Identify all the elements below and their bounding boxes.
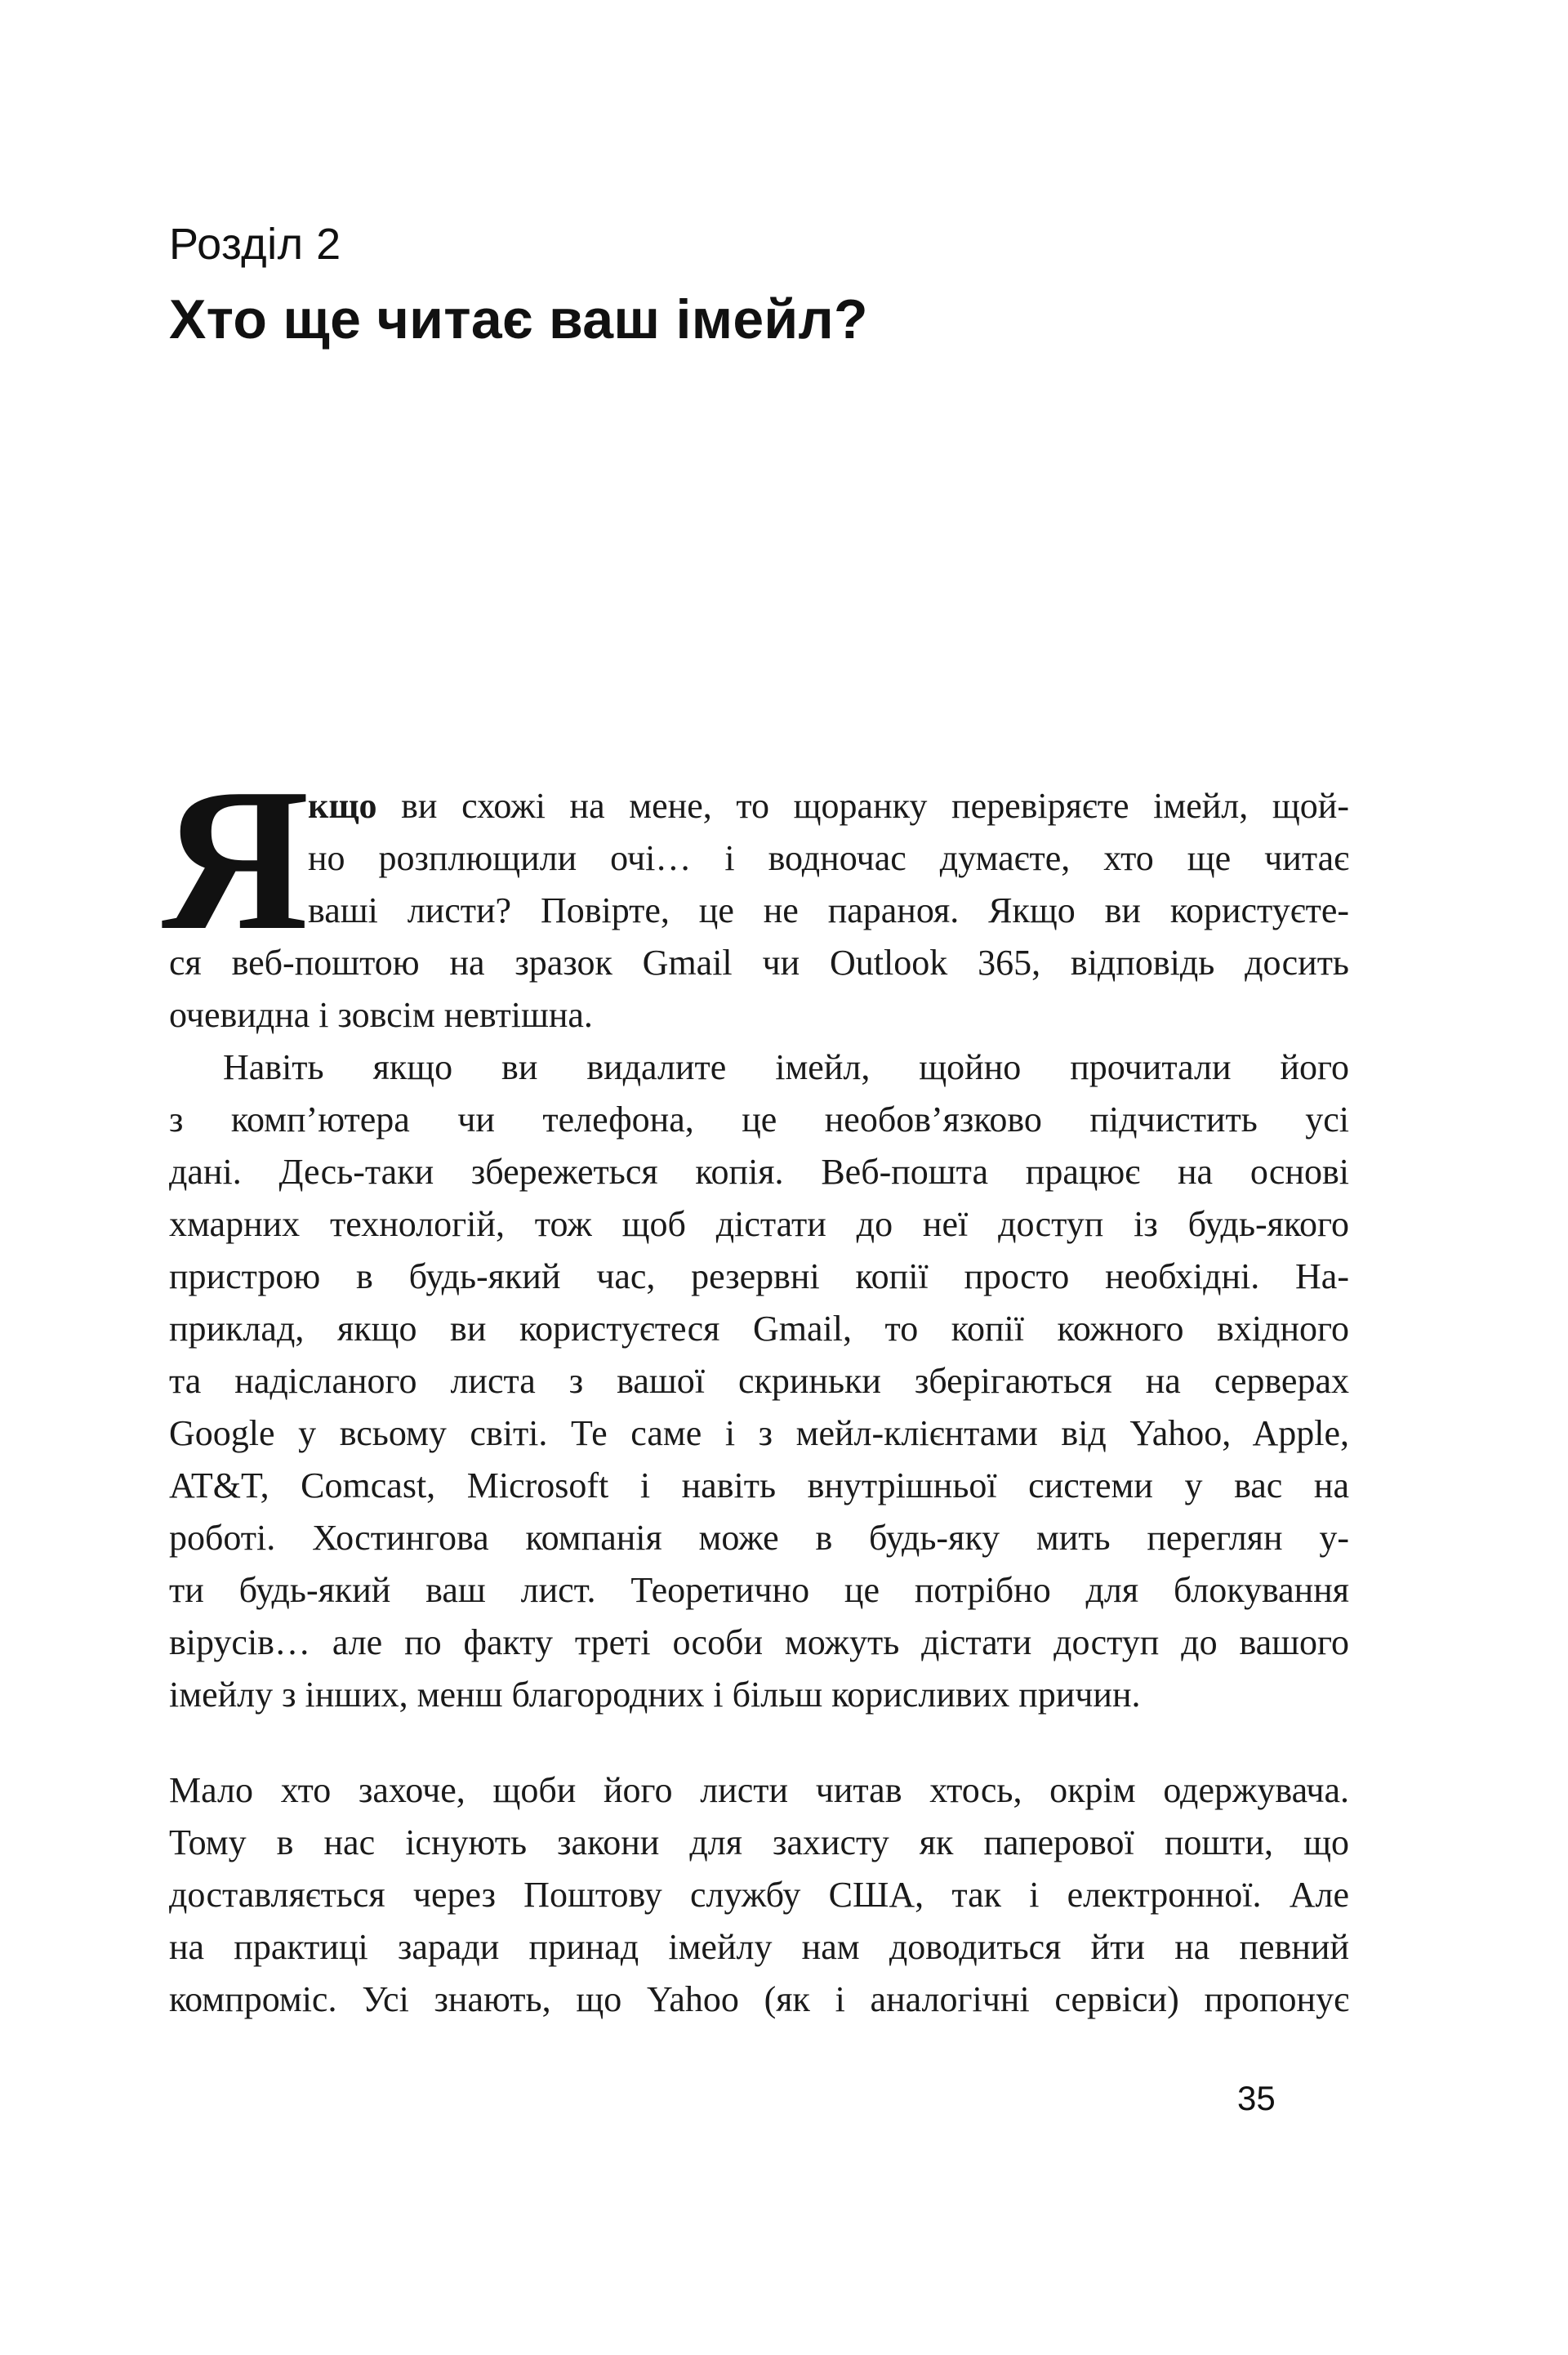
intro-paragraph [169,780,1349,1041]
paragraph-line: хмарних технологій, тож щоб дістати до неї доступ із будь-якого [169,1204,1349,1244]
chapter-title: Хто ще читає ваш імейл? [169,288,868,350]
paragraph-line: пристрою в будь-який час, резервні копії просто необхідні. На- [169,1256,1349,1296]
intro-line: очевидна і зовсім невтішна. [169,995,593,1035]
paragraph-line: дані. Десь-таки збережеться копія. Веб-пошта працює на основі [169,1152,1349,1192]
body-paragraph-2 [169,1041,1349,1721]
paragraph-line: імейлу з інших, менш благородних і більш корисливих причин. [169,1675,1141,1715]
paragraph-line: AT&T, Comcast, Microsoft і навіть внутрішньої системи у вас на [169,1465,1349,1505]
intro-line: кщо ви схожі на мене, то щоранку перевіряєте імейл, щой- [308,786,1349,826]
paragraph-line: доставляється через Поштову службу США, так і електронної. Але [169,1875,1349,1915]
paragraph-line: Навіть якщо ви видалите імейл, щойно прочитали його [223,1047,1349,1087]
body-paragraph-3 [169,1764,1349,2026]
page-number: 35 [1237,2079,1276,2117]
paragraph-line: вірусів… але по факту треті особи можуть дістати доступ до вашого [169,1622,1349,1662]
paragraph-line: на практиці заради принад імейлу нам доводиться йти на певний [169,1927,1349,1967]
intro-line: ся веб-поштою на зразок Gmail чи Outlook 365, відповідь досить [169,943,1349,983]
paragraph-line: роботі. Хостингова компанія може в будь-яку мить переглян у- [169,1518,1349,1558]
paragraph-line: ти будь-який ваш лист. Теоретично це потрібно для блокування [169,1570,1349,1610]
paragraph-line: Google у всьому світі. Те саме і з мейл-клієнтами від Yahoo, Apple, [169,1413,1349,1453]
paragraph-line: компроміс. Усі знають, що Yahoo (як і аналогічні сервіси) пропонує [169,1979,1349,2019]
paragraph-line: приклад, якщо ви користуєтеся Gmail, то копії кожного вхідного [169,1309,1349,1349]
drop-cap-letter: Я [162,747,310,973]
paragraph-line: з комп’ютера чи телефона, це необов’язково підчистить усі [169,1099,1349,1140]
lead-word: кщо [308,786,377,826]
paragraph-line: та надісланого листа з вашої скриньки зберігаються на серверах [169,1361,1349,1401]
chapter-label: Розділ 2 [169,220,341,269]
intro-line: но розплющили очі… і водночас думаєте, хто ще читає [308,838,1349,878]
intro-line: ваші листи? Повірте, це не параноя. Якщо ви користуєте- [308,890,1349,930]
paragraph-line: Тому в нас існують закони для захисту як паперової пошти, що [169,1822,1349,1862]
paragraph-line: Мало хто захоче, щоби його листи читав хтось, окрім одержувача. [169,1770,1349,1810]
